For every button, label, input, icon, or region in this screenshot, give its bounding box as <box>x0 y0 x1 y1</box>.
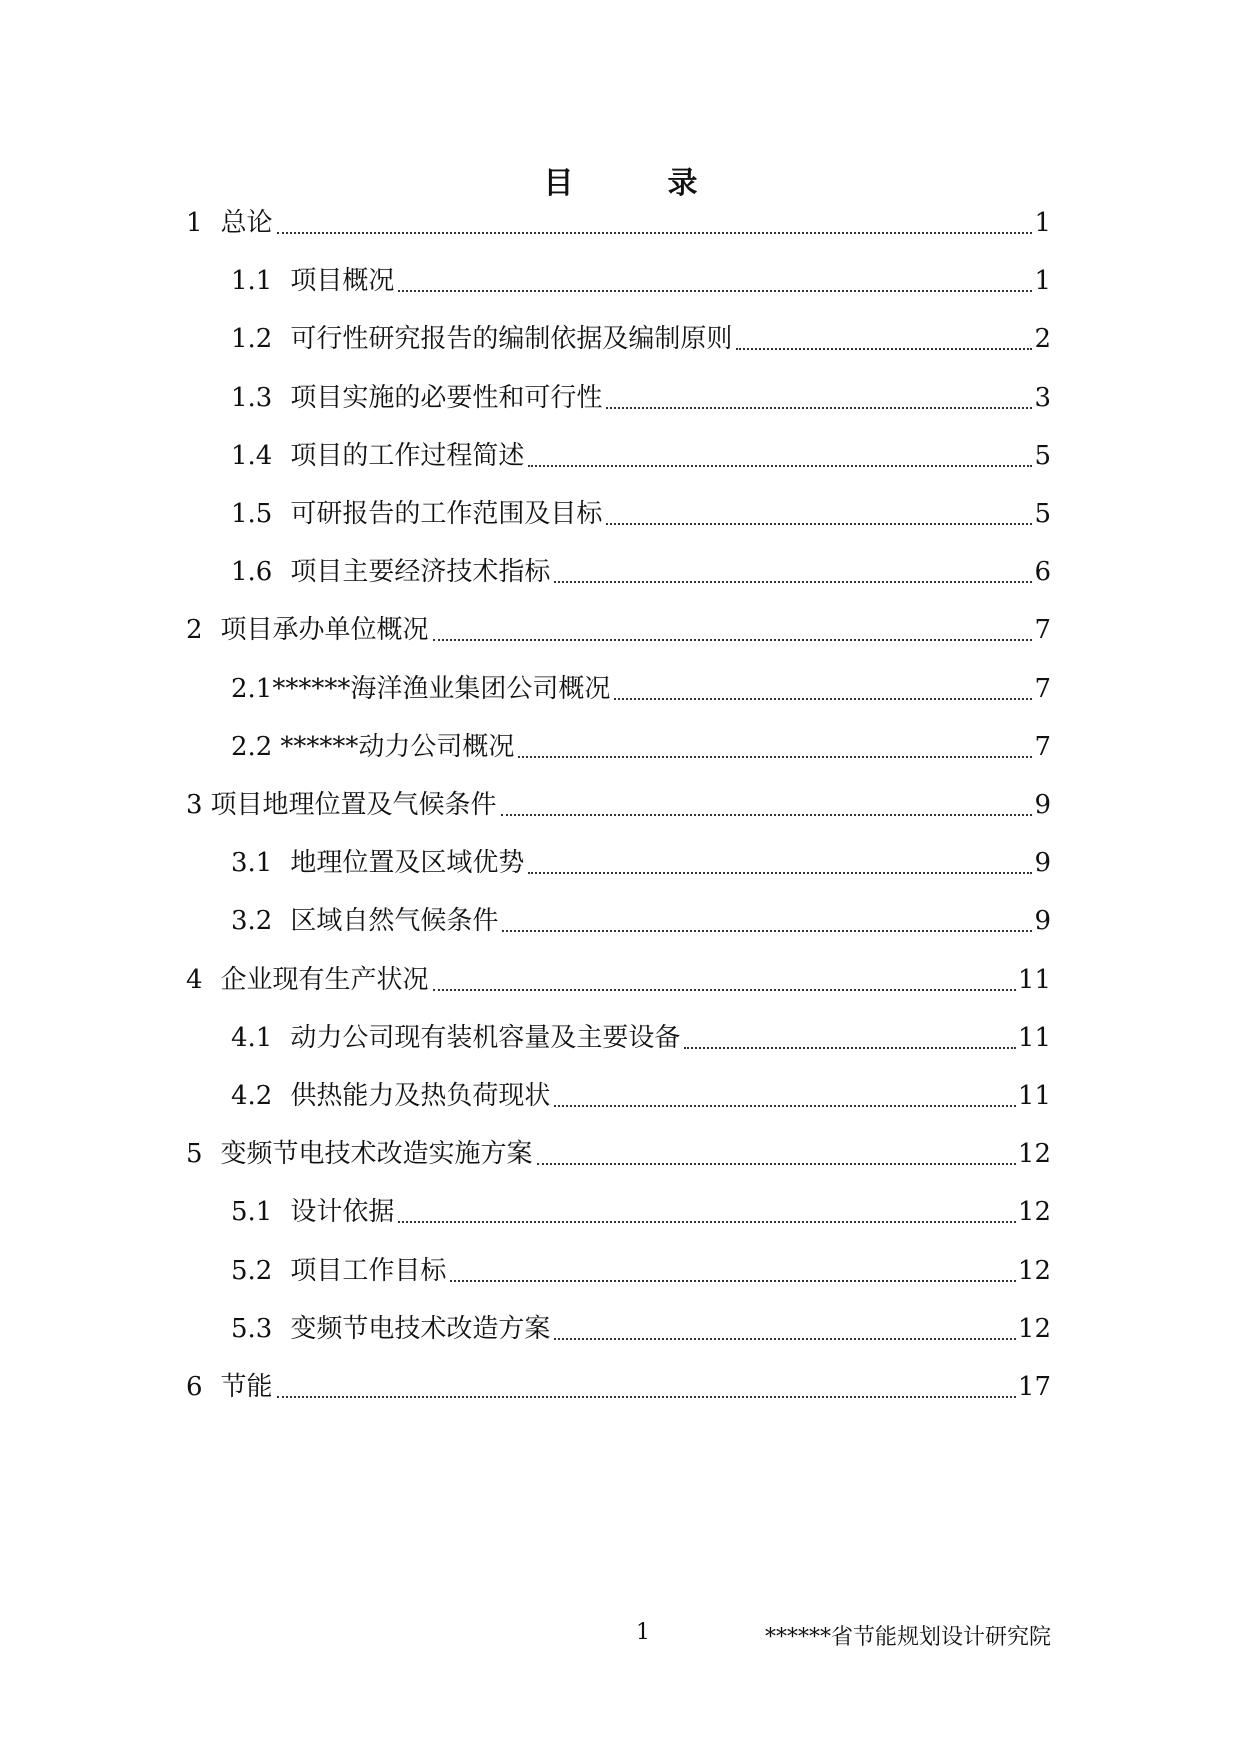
toc-entry-page-number: 2 <box>1034 324 1051 354</box>
toc-entry-number: 4 <box>186 965 203 995</box>
toc-entry-page-number: 1 <box>1034 266 1051 296</box>
toc-entry-number: 5 <box>186 1139 203 1169</box>
toc-entry-page-number: 5 <box>1034 441 1051 471</box>
toc-entry[interactable] <box>231 1192 1051 1232</box>
toc-entry-number: 5.3 <box>231 1314 273 1344</box>
toc-dot-leader <box>528 872 1032 874</box>
toc-entry-number: 1.1 <box>231 266 273 296</box>
toc-entry-page-number: 9 <box>1034 790 1051 820</box>
toc-entry-number: 3 <box>186 790 203 820</box>
toc-entry[interactable] <box>231 494 1051 534</box>
toc-dot-leader <box>684 1047 1016 1049</box>
toc-entry-number: 6 <box>186 1372 203 1402</box>
toc-entry-number: 1.3 <box>231 383 273 413</box>
toc-dot-leader <box>433 989 1016 991</box>
toc-dot-leader <box>277 232 1033 234</box>
toc-dot-leader <box>554 581 1032 583</box>
toc-entry[interactable] <box>186 203 1051 243</box>
toc-entry-page-number: 12 <box>1017 1314 1051 1344</box>
toc-dot-leader <box>450 1280 1016 1282</box>
toc-entry-number: 1 <box>186 208 203 238</box>
toc-entry-label: 项目承办单位概况 <box>220 615 429 645</box>
toc-entry-label: 可行性研究报告的编制依据及编制原则 <box>290 324 733 354</box>
toc-title-char-left: 目 <box>543 166 574 201</box>
toc-entry-label: 变频节电技术改造方案 <box>290 1314 551 1344</box>
toc-entry-label: 项目实施的必要性和可行性 <box>290 383 603 413</box>
toc-entry[interactable] <box>186 960 1051 1000</box>
toc-entry-label: 区域自然气候条件 <box>290 906 499 936</box>
toc-entry[interactable] <box>231 1309 1051 1349</box>
toc-entry[interactable] <box>186 785 1051 825</box>
footer-organization: ******省节能规划设计研究院 <box>764 1625 1051 1650</box>
toc-entry[interactable] <box>231 901 1051 941</box>
toc-entry-page-number: 7 <box>1034 615 1051 645</box>
toc-entry[interactable] <box>231 1076 1051 1116</box>
toc-dot-leader <box>398 1221 1016 1223</box>
toc-entry-number: 2 <box>186 615 203 645</box>
toc-title-char-right: 录 <box>667 166 698 201</box>
toc-entry[interactable] <box>186 610 1051 650</box>
toc-entry-number: 5.2 <box>231 1256 273 1286</box>
toc-entry-page-number: 3 <box>1034 383 1051 413</box>
toc-entry-page-number: 17 <box>1017 1372 1051 1402</box>
toc-entry-label: 设计依据 <box>290 1197 395 1227</box>
toc-dot-leader <box>736 348 1032 350</box>
toc-entry-number: 1.2 <box>231 324 273 354</box>
toc-entry[interactable] <box>186 1134 1051 1174</box>
toc-entry-page-number: 6 <box>1034 557 1051 587</box>
toc-entry-number: 4.2 <box>231 1081 273 1111</box>
toc-entry-page-number: 11 <box>1017 965 1051 995</box>
toc-entry-page-number: 11 <box>1017 1023 1051 1053</box>
toc-entry-page-number: 1 <box>1034 208 1051 238</box>
toc-entry-label: 供热能力及热负荷现状 <box>290 1081 551 1111</box>
toc-dot-leader <box>614 698 1032 700</box>
toc-entry[interactable] <box>231 261 1051 301</box>
toc-dot-leader <box>277 1396 1016 1398</box>
toc-entry-number: 2.1 <box>231 674 273 704</box>
toc-dot-leader <box>398 290 1032 292</box>
toc-dot-leader <box>518 756 1032 758</box>
toc-entry[interactable] <box>231 436 1051 476</box>
toc-entry-label: 总论 <box>220 208 273 238</box>
toc-entry[interactable] <box>231 552 1051 592</box>
toc-entry-label: 项目工作目标 <box>290 1256 447 1286</box>
toc-entry-number: 3.2 <box>231 906 273 936</box>
toc-entry-page-number: 11 <box>1017 1081 1051 1111</box>
toc-entry-page-number: 12 <box>1017 1139 1051 1169</box>
toc-entry[interactable] <box>231 727 1051 767</box>
toc-entry-label: 企业现有生产状况 <box>220 965 429 995</box>
toc-dot-leader <box>606 407 1032 409</box>
footer-page-number: 1 <box>636 1620 650 1645</box>
toc-entry-label: 节能 <box>220 1372 273 1402</box>
toc-dot-leader <box>554 1338 1016 1340</box>
toc-dot-leader <box>606 523 1032 525</box>
toc-entry-number: 1.4 <box>231 441 273 471</box>
toc-entry[interactable] <box>231 843 1051 883</box>
toc-entry-label: 项目概况 <box>290 266 395 296</box>
toc-entry[interactable] <box>231 319 1051 359</box>
toc-entry-label: 动力公司现有装机容量及主要设备 <box>290 1023 681 1053</box>
toc-entry-number: 3.1 <box>231 848 273 878</box>
toc-entry[interactable] <box>231 1251 1051 1291</box>
toc-entry-label: 项目的工作过程简述 <box>290 441 525 471</box>
toc-entry-page-number: 5 <box>1034 499 1051 529</box>
toc-entry-number: 2.2 <box>231 732 273 762</box>
toc-dot-leader <box>554 1105 1016 1107</box>
toc-entry-number: 1.6 <box>231 557 273 587</box>
toc-dot-leader <box>502 930 1032 932</box>
toc-dot-leader <box>537 1163 1016 1165</box>
toc-entry-label: 可研报告的工作范围及目标 <box>290 499 603 529</box>
toc-dot-leader <box>501 814 1033 816</box>
toc-dot-leader <box>433 639 1033 641</box>
toc-entry-number: 1.5 <box>231 499 273 529</box>
toc-entry-page-number: 12 <box>1017 1197 1051 1227</box>
toc-entry-label: 变频节电技术改造实施方案 <box>220 1139 533 1169</box>
toc-title <box>0 158 1241 202</box>
toc-entry-label: 地理位置及区域优势 <box>290 848 525 878</box>
toc-entry[interactable] <box>231 669 1051 709</box>
toc-entry-page-number: 7 <box>1034 674 1051 704</box>
toc-entry[interactable] <box>186 1367 1051 1407</box>
toc-dot-leader <box>528 465 1032 467</box>
toc-entry-label: 项目地理位置及气候条件 <box>210 790 497 820</box>
toc-entry-page-number: 9 <box>1034 848 1051 878</box>
toc-entry-page-number: 7 <box>1034 732 1051 762</box>
toc-entry-page-number: 9 <box>1034 906 1051 936</box>
toc-entry-number: 5.1 <box>231 1197 273 1227</box>
toc-entry-number: 4.1 <box>231 1023 273 1053</box>
toc-entry-page-number: 12 <box>1017 1256 1051 1286</box>
toc-entry-label: ******动力公司概况 <box>280 732 515 762</box>
toc-entry[interactable] <box>231 378 1051 418</box>
toc-entry-label: 项目主要经济技术指标 <box>290 557 551 587</box>
toc-entry-label: ******海洋渔业集团公司概况 <box>272 674 611 704</box>
toc-entry[interactable] <box>231 1018 1051 1058</box>
